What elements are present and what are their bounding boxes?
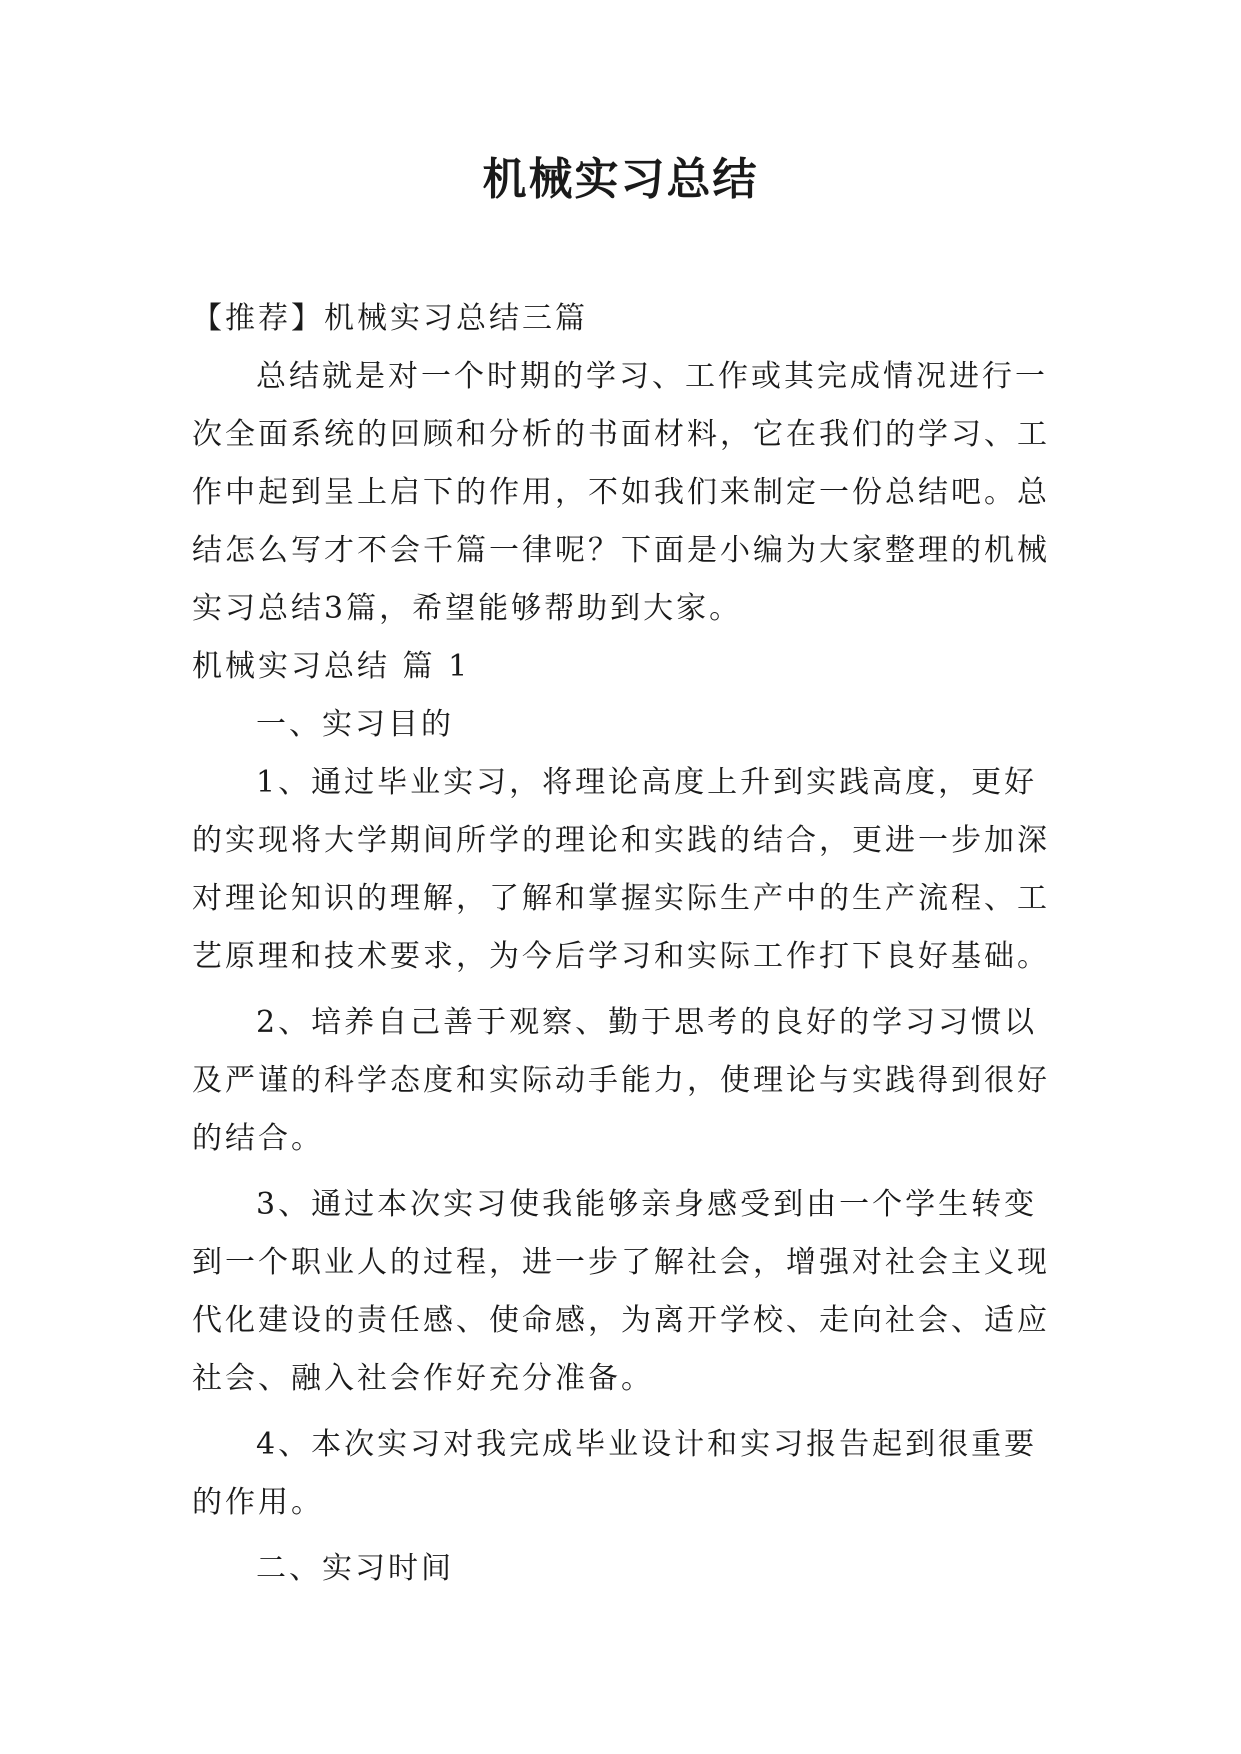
document-body <box>192 290 1054 1598</box>
heading-time: 二、实习时间 <box>256 1551 454 1586</box>
document-title: 机械实习总结 <box>482 154 759 205</box>
intro-paragraph: 总结就是对一个时期的学习、工作或其完成情况进行一次全面系统的回顾和分析的书面材料，它在我们的学习、工作中起到呈上启下的作用，不如我们来制定一份总结吧。总结怎么写才不会千篇一律呢？下面是小编为大家整理的机械实习总结3篇，希望能够帮助到大家。 <box>192 359 1050 626</box>
section-heading: 机械实习总结 篇 1 <box>192 649 471 684</box>
paragraph-1: 1、通过毕业实习，将理论高度上升到实践高度，更好的实现将大学期间所学的理论和实践的结合，更进一步加深对理论知识的理解，了解和掌握实际生产中的生产流程、工艺原理和技术要求，为今后学习和实际工作打下良好基础。 <box>192 765 1050 974</box>
heading-purpose: 一、实习目的 <box>256 707 454 742</box>
paragraph-3: 3、通过本次实习使我能够亲身感受到由一个学生转变到一个职业人的过程，进一步了解社会，增强对社会主义现代化建设的责任感、使命感，为离开学校、走向社会、适应社会、融入社会作好充分准备。 <box>192 1187 1050 1396</box>
paragraph-2: 2、培养自己善于观察、勤于思考的良好的学习习惯以及严谨的科学态度和实际动手能力，使理论与实践得到很好的结合。 <box>192 1005 1050 1156</box>
paragraph-4: 4、本次实习对我完成毕业设计和实习报告起到很重要的作用。 <box>192 1427 1038 1520</box>
recommend-line: 【推荐】机械实习总结三篇 <box>192 301 588 336</box>
